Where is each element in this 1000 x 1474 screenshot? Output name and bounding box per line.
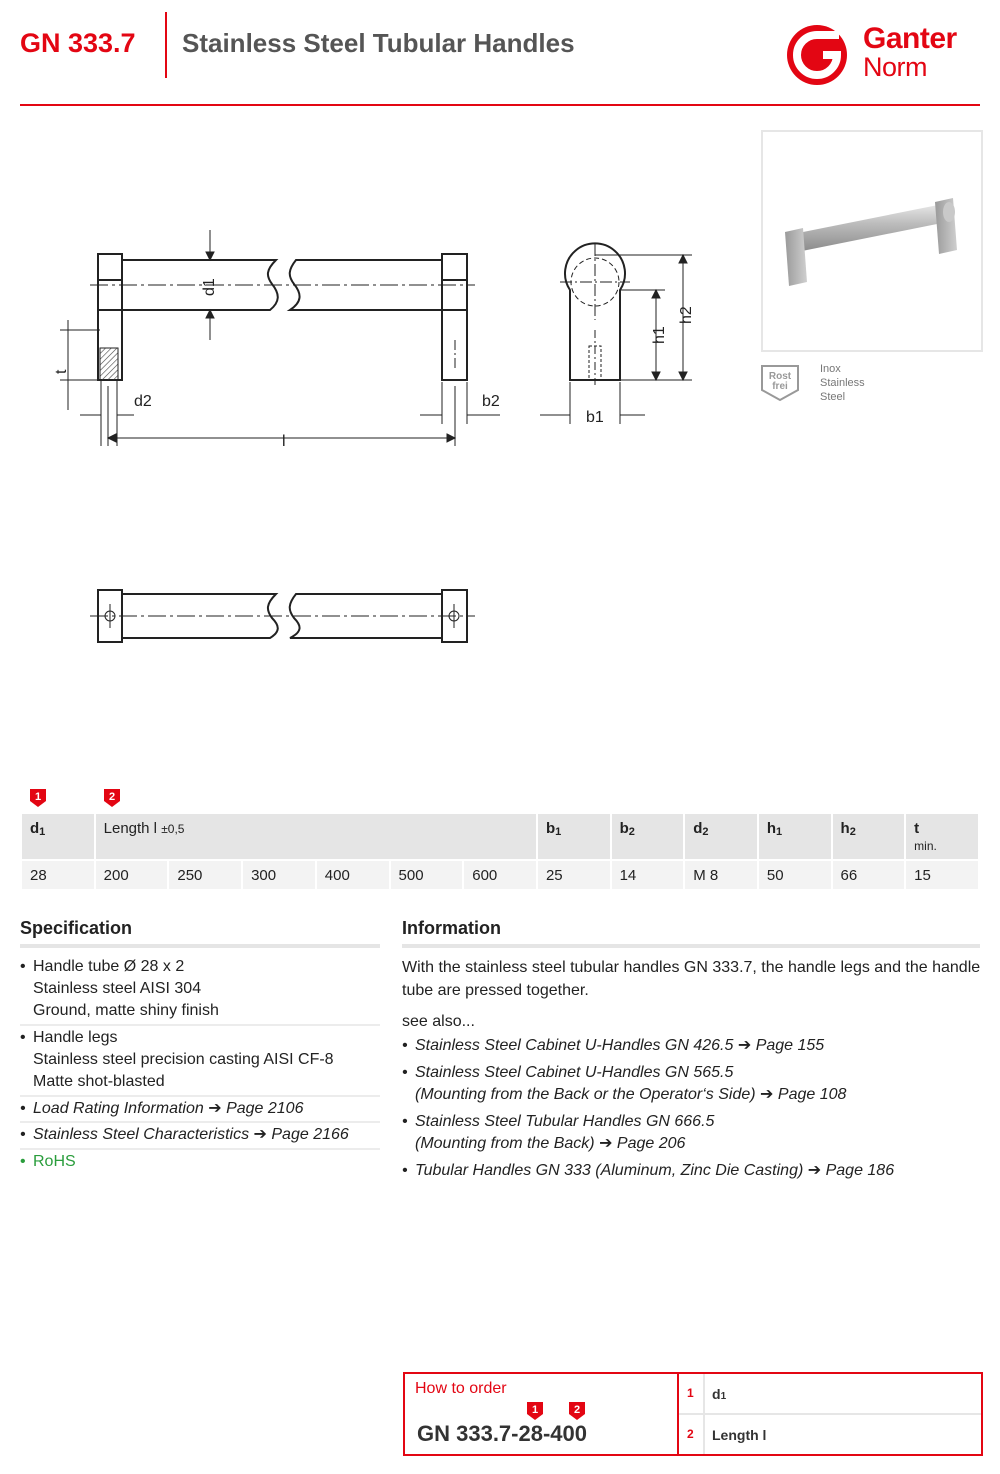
spec-item-2: • Handle legs Stainless steel precision casting AISI CF-8 Matte shot-blasted	[20, 1029, 334, 1090]
cell-length: 500	[391, 859, 463, 889]
cell-d2: M 8	[685, 859, 757, 889]
dim-label-h1: h1	[651, 326, 668, 344]
svg-text:2: 2	[573, 1404, 581, 1416]
ganter-norm-logo	[783, 22, 983, 88]
material-line-2: Stainless	[820, 377, 865, 389]
order-row-label: Length l	[712, 1427, 767, 1443]
th-d2: d2	[685, 814, 757, 859]
cell-length: 250	[169, 859, 241, 889]
th-h2: h2	[833, 814, 905, 859]
product-code: GN 333.7	[20, 28, 136, 58]
dim-label-d1: d1	[201, 278, 218, 296]
cell-t: 15	[906, 859, 978, 889]
th-b1: b1	[538, 814, 610, 859]
th-h1: h1	[759, 814, 831, 859]
see-also-link-4[interactable]: • Tubular Handles GN 333 (Aluminum, Zinc Die Casting) ➔ Page 186	[402, 1162, 895, 1179]
table-header-row	[22, 814, 978, 859]
order-row-1: 1 d1	[679, 1374, 981, 1415]
order-badge-1-icon	[526, 1401, 544, 1421]
cell-h2: 66	[833, 859, 905, 889]
badge-1-text: 1	[34, 791, 42, 803]
logo-text-ganter: Ganter	[863, 22, 957, 55]
technical-drawing-top-view	[0, 570, 500, 670]
cell-length: 300	[243, 859, 315, 889]
spec-item-3-link[interactable]: • Load Rating Information ➔ Page 2106	[20, 1100, 304, 1117]
how-to-order-box	[403, 1372, 983, 1456]
header-divider	[165, 12, 167, 78]
badge-2-text: 2	[108, 791, 116, 803]
rost-frei-stamp	[760, 362, 800, 402]
spec-item-1: • Handle tube Ø 28 x 2 Stainless steel AISI 304 Ground, matte shiny finish	[20, 958, 219, 1019]
spec-item-4-link[interactable]: • Stainless Steel Characteristics ➔ Page 2166	[20, 1126, 349, 1143]
th-d1: d1	[22, 814, 94, 859]
page-title: Stainless Steel Tubular Handles	[182, 28, 575, 58]
cell-length: 600	[464, 859, 536, 889]
spec-separator	[20, 1121, 380, 1123]
cell-length: 400	[317, 859, 389, 889]
header-rule	[20, 104, 980, 106]
order-badge-2-icon	[568, 1401, 586, 1421]
dim-label-l: l	[282, 433, 286, 450]
dim-label-b2: b2	[482, 393, 500, 410]
material-label	[820, 362, 865, 404]
order-row-label: d1	[712, 1386, 727, 1402]
information-rule	[402, 944, 980, 948]
cell-length: 200	[96, 859, 168, 889]
th-b2: b2	[612, 814, 684, 859]
logo-text-norm: Norm	[863, 52, 927, 82]
order-row-divider	[703, 1415, 705, 1454]
see-also-link-2[interactable]: • Stainless Steel Cabinet U-Handles GN 565.5 (Mounting from the Back or the Operator‘s Side) ➔ Page 108	[402, 1064, 847, 1103]
see-also-link-1[interactable]: • Stainless Steel Cabinet U-Handles GN 426.5 ➔ Page 155	[402, 1037, 825, 1054]
cell-b1: 25	[538, 859, 610, 889]
material-line-3: Steel	[820, 391, 846, 403]
how-to-order-title: How to order	[415, 1380, 507, 1397]
stamp-text-2: frei	[772, 381, 788, 392]
logo-mark-icon	[783, 22, 859, 88]
order-code: GN 333.7-28-400	[417, 1421, 588, 1446]
see-also-label: see also...	[402, 1013, 475, 1030]
order-row-divider	[703, 1374, 705, 1413]
technical-drawing-front-side	[0, 210, 720, 460]
specification-title: Specification	[20, 918, 133, 938]
dim-label-b1: b1	[586, 409, 604, 426]
spec-separator	[20, 1095, 380, 1097]
spec-separator	[20, 1148, 380, 1150]
th-length: Length l ±0,5	[96, 814, 536, 859]
specification-rule	[20, 944, 380, 948]
cell-d1: 28	[22, 859, 94, 889]
dim-label-t: t	[53, 369, 70, 374]
dim-label-h2: h2	[678, 306, 695, 324]
see-also-link-3[interactable]: • Stainless Steel Tubular Handles GN 666.5 (Mounting from the Back) ➔ Page 206	[402, 1113, 715, 1152]
badge-2-icon	[103, 788, 121, 808]
table-row	[22, 859, 978, 889]
information-text: With the stainless steel tubular handles GN 333.7, the handle legs and the handle tube are pressed together.	[402, 959, 981, 999]
svg-text:1: 1	[531, 1404, 539, 1416]
information-title: Information	[402, 918, 501, 938]
order-row-2: 2 Length l	[679, 1415, 981, 1454]
dim-label-d2: d2	[134, 393, 152, 410]
cell-b2: 14	[612, 859, 684, 889]
spec-separator	[20, 1024, 380, 1026]
stamp-text-1: Rost	[768, 371, 792, 382]
th-t: t min.	[906, 814, 978, 859]
product-photo	[761, 130, 983, 352]
cell-h1: 50	[759, 859, 831, 889]
material-line-1: Inox	[820, 363, 841, 375]
badge-1-icon	[29, 788, 47, 808]
spec-item-rohs: • RoHS	[20, 1153, 76, 1170]
dimensions-table	[20, 814, 980, 889]
